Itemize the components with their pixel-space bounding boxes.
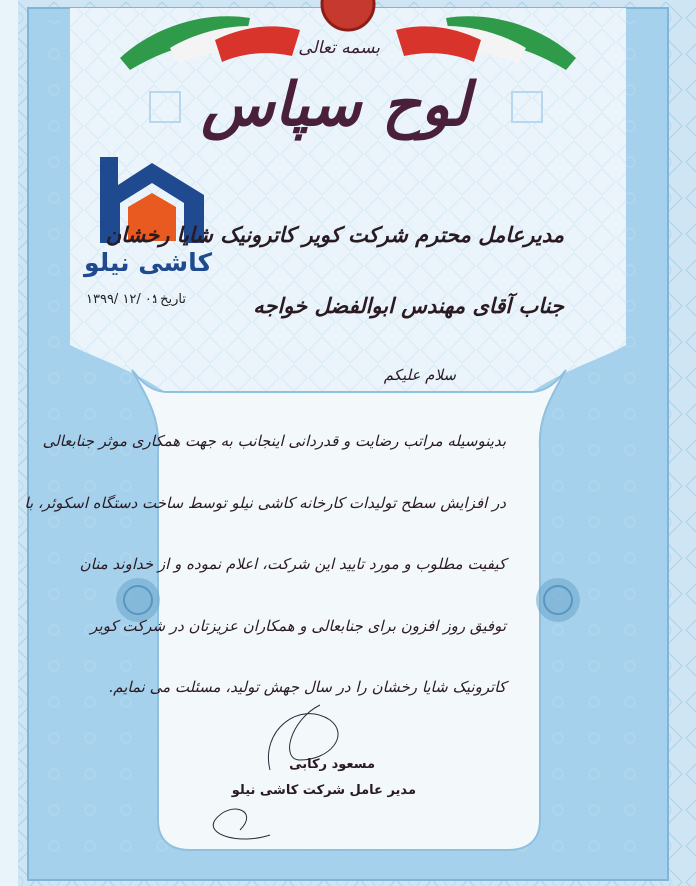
date-label: تاریخ : [151,292,186,307]
company-logo-name: کاشی نیلو [84,248,212,277]
signatory-name: مسعود رکابی [289,757,375,772]
date-value: ۱۳۹۹/ ۱۲/ ۰۱ [86,292,159,307]
certificate-title: لوح سپاس [201,70,470,140]
body-line: در افزایش سطح تولیدات کارخانه کاشی نیلو توسط ساخت دستگاه اسکوئر، با [24,494,506,512]
body-line: توفیق روز افزون برای جنابعالی و همکاران عزیزتان در شرکت کویر [90,617,506,635]
body-line: کاترونیک شایا رخشان را در سال جهش تولید، مسئلت می نمایم. [108,678,506,696]
besm-heading: بسمه تعالی [298,38,380,58]
greeting: سلام علیکم [383,366,456,384]
recipient-line-2: جناب آقای مهندس ابوالفضل خواجه [253,293,564,318]
body-line: بدینوسیله مراتب رضایت و قدردانی اینجانب به جهت همکاری موثر جنابعالی [42,432,506,450]
body-line: کیفیت مطلوب و مورد تایید این شرکت، اعلام نموده و از خداوند منان [79,555,506,573]
recipient-line-1: مدیرعامل محترم شرکت کویر کاترونیک شایا رخشان [105,222,564,247]
signatory-title: مدیر عامل شرکت کاشی نیلو [231,783,416,798]
